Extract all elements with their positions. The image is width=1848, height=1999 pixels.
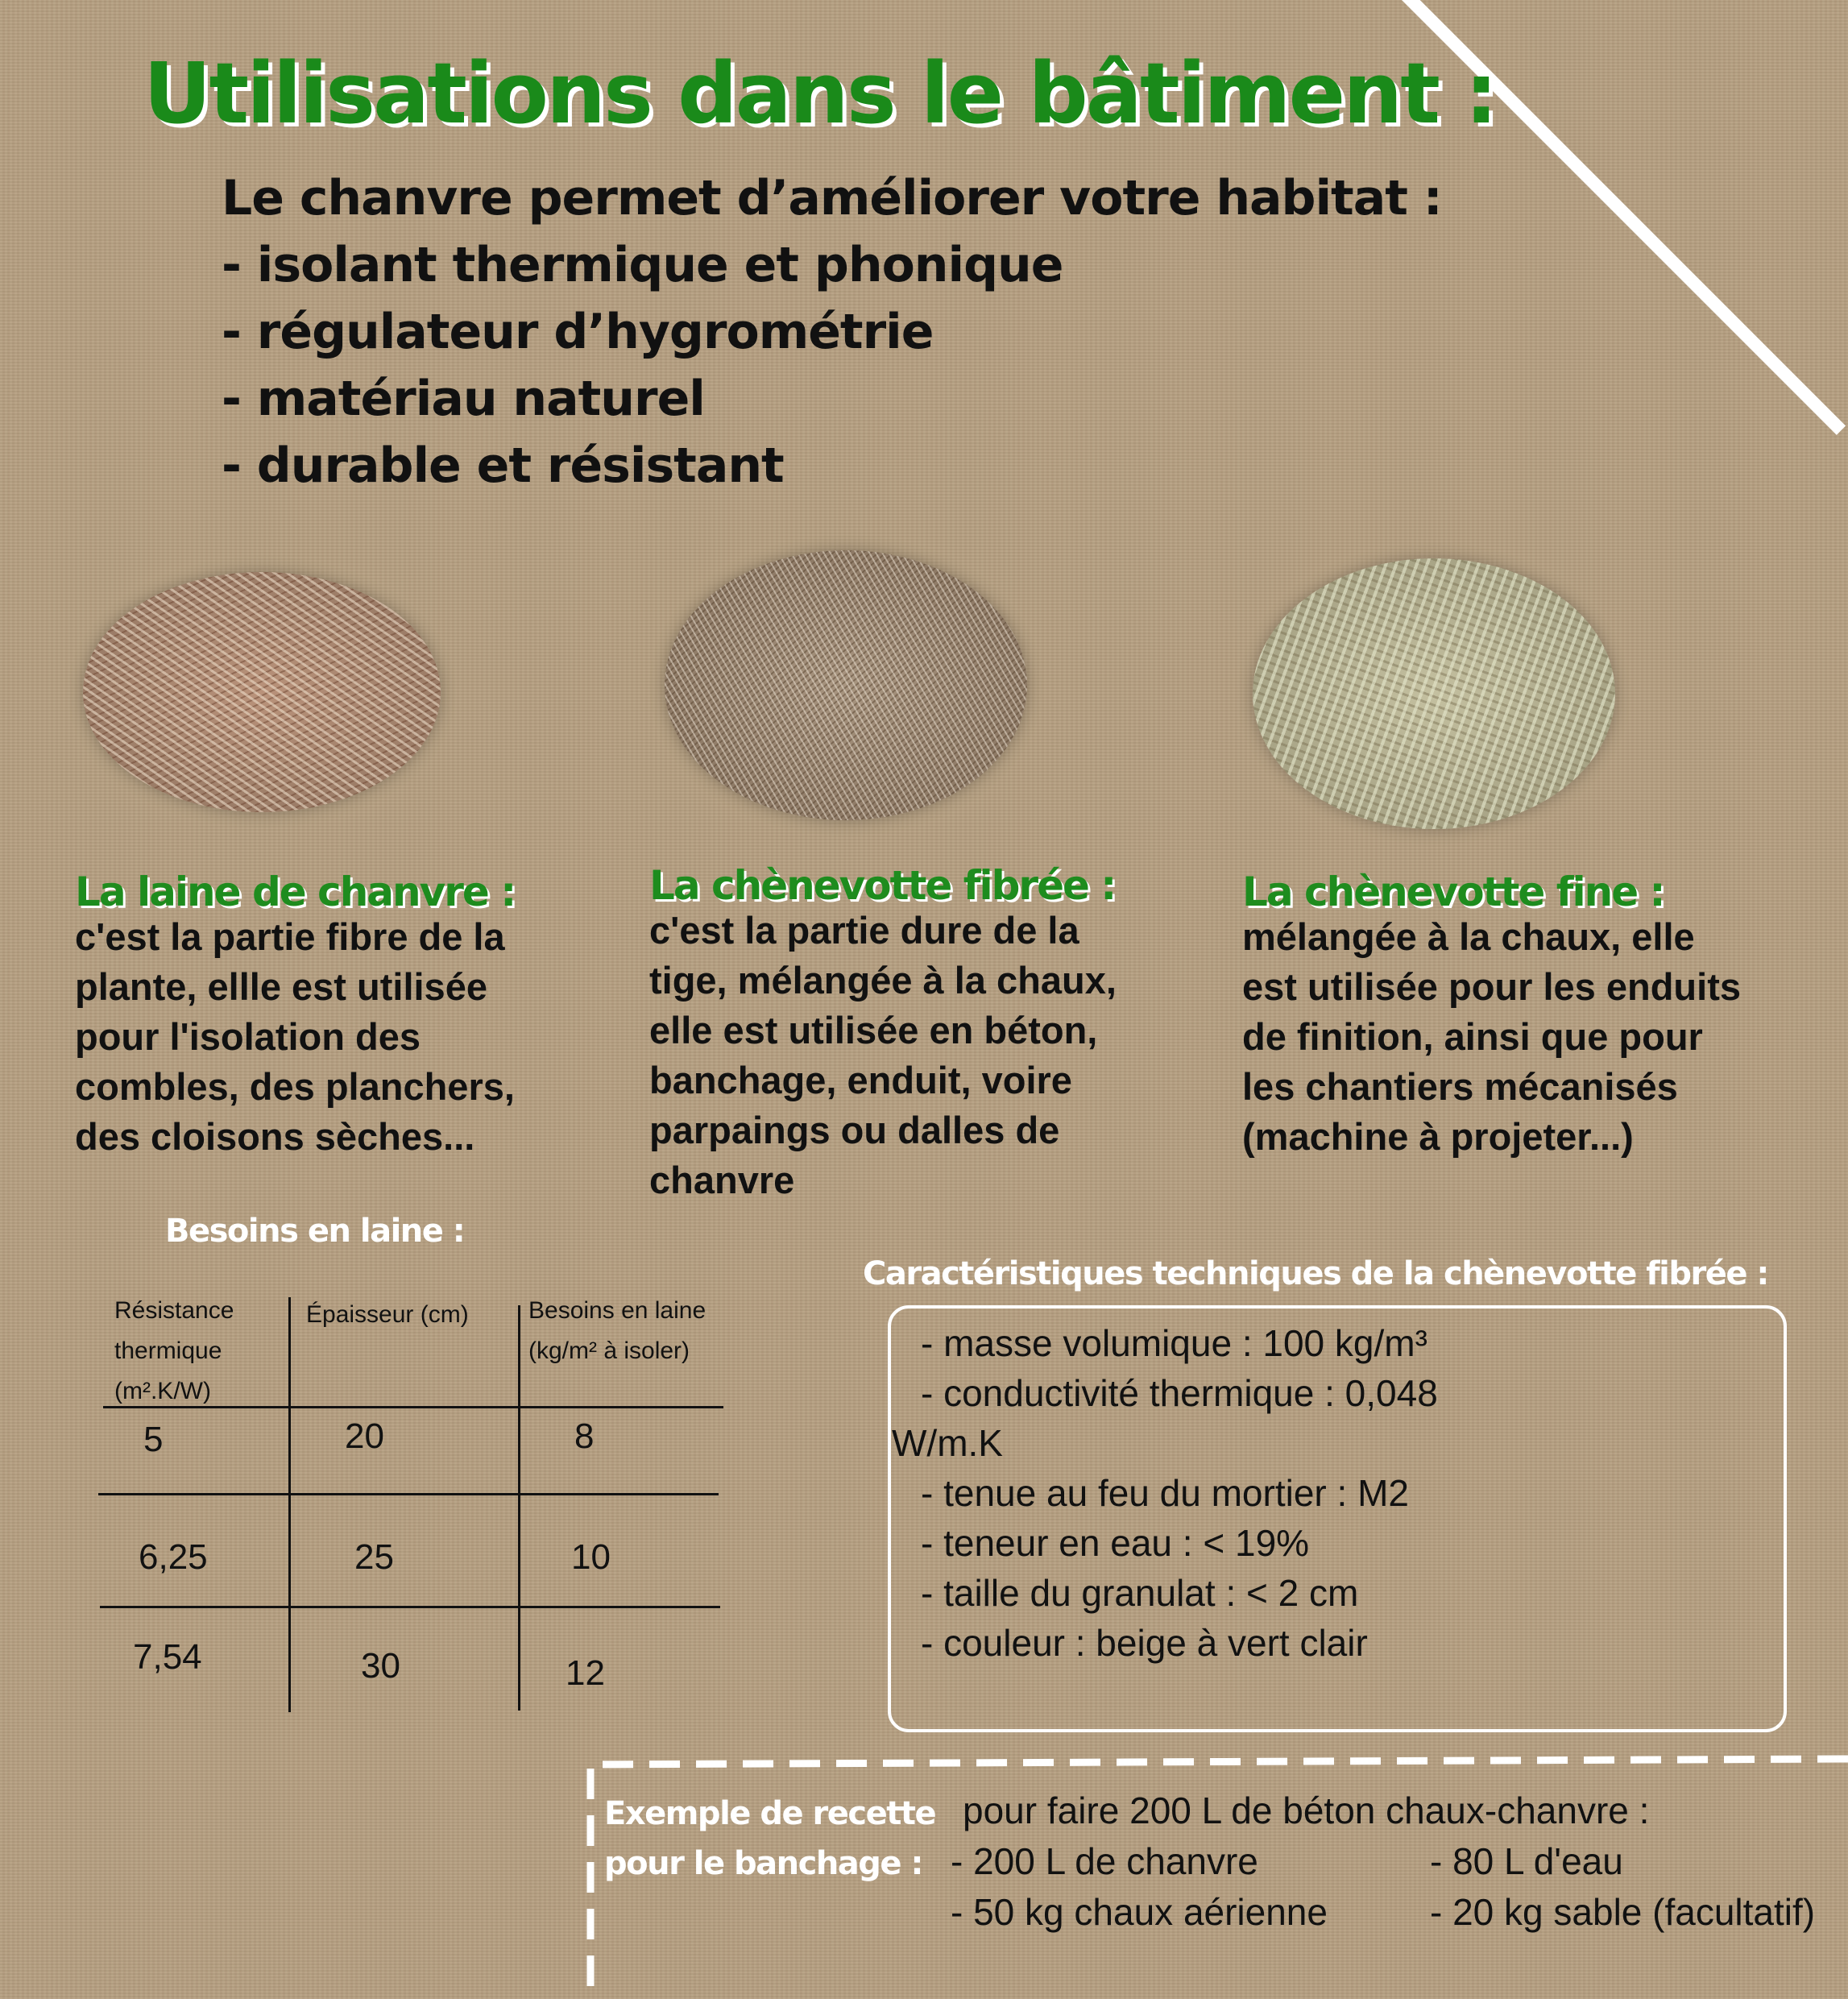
tech-line: - couleur : beige à vert clair [921,1622,1368,1664]
table-cell: 12 [566,1653,605,1693]
description-line: banchage, enduit, voire [649,1059,1072,1101]
tech-label: Caractéristiques techniques de la chènevotte fibrée : [863,1255,1768,1292]
tech-line: - teneur en eau : < 19% [921,1522,1310,1564]
description-line: c'est la partie dure de la [649,909,1079,952]
tech-line: - taille du granulat : < 2 cm [921,1572,1359,1614]
recipe-intro: pour faire 200 L de béton chaux-chanvre : [963,1790,1650,1831]
description-line: combles, des planchers, [75,1065,515,1108]
table-cell: 10 [571,1537,611,1577]
table-cell: 25 [354,1537,394,1577]
header-line: (m².K/W) [114,1378,211,1404]
description-line: parpaings ou dalles de [649,1109,1060,1151]
intro-heading: Le chanvre permet d’améliorer votre habitat : [222,170,1442,226]
description-line: elle est utilisée en béton, [649,1009,1098,1051]
table-cell: 6,25 [139,1537,208,1577]
description-line: pour l'isolation des [75,1015,421,1058]
tech-line: - conductivité thermique : 0,048 [921,1372,1438,1414]
product-title: La chènevotte fibrée : [649,862,1116,909]
header-line: Besoins en laine [528,1297,706,1324]
description-line: des cloisons sèches... [75,1115,475,1158]
table-cell: 8 [574,1416,595,1456]
tech-line: W/m.K [892,1422,1003,1464]
description-line: est utilisée pour les enduits [1242,965,1741,1008]
header-line: Résistance [114,1297,234,1324]
intro-item: - matériau naturel [222,371,705,427]
product-title: La chènevotte fine : [1242,869,1664,915]
table-cell: 7,54 [133,1637,202,1677]
besoins-label: Besoins en laine : [165,1213,465,1250]
description-line: plante, ellle est utilisée [75,965,487,1008]
intro-item: - isolant thermique et phonique [222,237,1063,293]
description-line: de finition, ainsi que pour [1242,1015,1703,1058]
description-line: c'est la partie fibre de la [75,915,505,958]
intro-item: - régulateur d’hygrométrie [222,304,934,360]
recipe-label-line2: pour le banchage : [604,1845,922,1882]
product-title: La laine de chanvre : [75,869,516,915]
recipe-item: - 80 L d'eau [1430,1840,1623,1882]
header-line: thermique [114,1338,222,1364]
description-line: mélangée à la chaux, elle [1242,915,1695,958]
description-line: chanvre [649,1159,795,1201]
recipe-item: - 20 kg sable (facultatif) [1430,1891,1816,1933]
description-line: les chantiers mécanisés [1242,1065,1678,1108]
tech-line: - masse volumique : 100 kg/m³ [921,1322,1427,1364]
header-line: Épaisseur (cm) [306,1301,469,1328]
page-title: Utilisations dans le bâtiment : [143,44,1496,143]
recipe-item: - 200 L de chanvre [951,1840,1258,1882]
recipe-item: - 50 kg chaux aérienne [951,1891,1328,1933]
table-cell: 5 [143,1420,164,1459]
intro-item: - durable et résistant [222,438,784,494]
table-cell: 30 [361,1646,400,1686]
header-line: (kg/m² à isoler) [528,1338,690,1364]
recipe-label-line1: Exemple de recette [604,1795,936,1832]
table-cell: 20 [345,1416,384,1456]
description-line: tige, mélangée à la chaux, [649,959,1117,1002]
description-line: (machine à projeter...) [1242,1115,1634,1158]
tech-line: - tenue au feu du mortier : M2 [921,1472,1409,1514]
